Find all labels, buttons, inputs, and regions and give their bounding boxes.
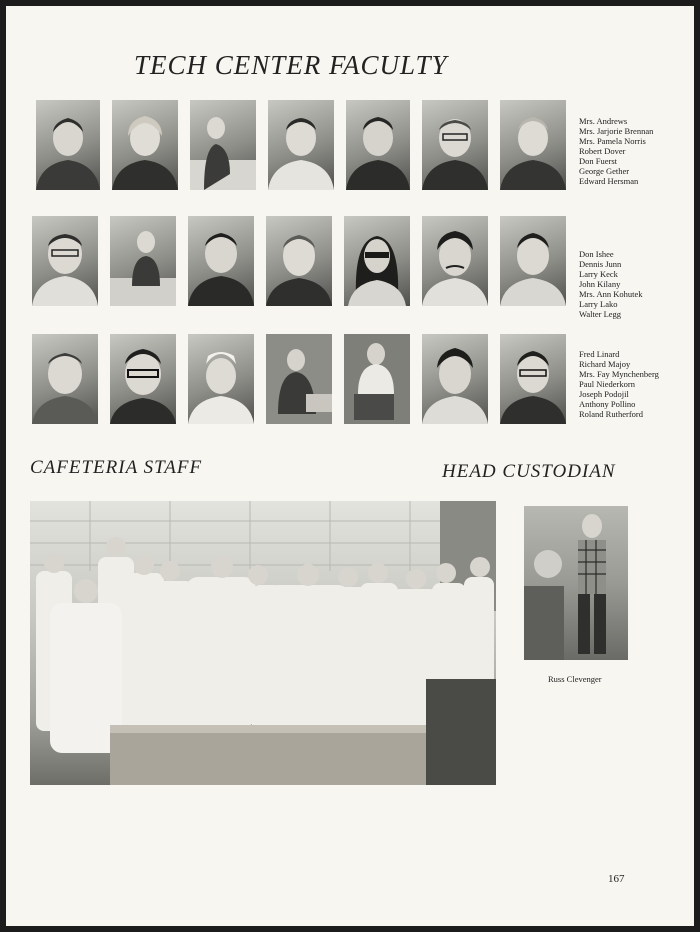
faculty-name: Dennis Junn [579, 259, 622, 269]
cafeteria-group-photo [30, 501, 496, 785]
faculty-name: Larry Lako [579, 299, 618, 309]
faculty-portrait [344, 216, 410, 306]
faculty-name: Robert Dover [579, 146, 626, 156]
faculty-name: Walter Legg [579, 309, 622, 319]
faculty-name: Richard Majoy [579, 359, 631, 369]
faculty-portrait [422, 334, 488, 424]
faculty-portrait [422, 216, 488, 306]
faculty-name: Larry Keck [579, 269, 618, 279]
faculty-name: Joseph Podojil [579, 389, 629, 399]
faculty-name: Mrs. Pamela Norris [579, 136, 646, 146]
faculty-name-list [579, 249, 643, 319]
faculty-name: Don Fuerst [579, 156, 618, 166]
faculty-portrait [112, 100, 178, 190]
cafeteria-heading: CAFETERIA STAFF [30, 457, 203, 478]
faculty-portrait [500, 100, 566, 190]
group-silhouette-icon [30, 501, 496, 785]
faculty-portrait [32, 216, 98, 306]
faculty-name: Mrs. Jarjorie Brennan [579, 126, 654, 136]
faculty-portrait [346, 100, 410, 190]
faculty-portrait [266, 334, 332, 424]
portrait-silhouette-icon [422, 216, 488, 306]
portrait-silhouette-icon [110, 216, 176, 306]
faculty-portrait [422, 100, 488, 190]
faculty-name: Anthony Pollino [579, 399, 636, 409]
portrait-silhouette-icon [112, 100, 178, 190]
faculty-portrait [344, 334, 410, 424]
portrait-silhouette-icon [266, 334, 332, 424]
faculty-name: George Gether [579, 166, 630, 176]
faculty-name: Paul Niederkorn [579, 379, 635, 389]
portrait-silhouette-icon [500, 100, 566, 190]
portrait-silhouette-icon [32, 334, 98, 424]
faculty-name: Mrs. Ann Kohutek [579, 289, 643, 299]
portrait-silhouette-icon [344, 216, 410, 306]
yearbook-page [6, 6, 694, 926]
portrait-silhouette-icon [266, 216, 332, 306]
custodian-caption: Russ Clevenger [548, 674, 602, 684]
faculty-name-list [579, 116, 653, 186]
page-number: 167 [608, 873, 625, 885]
portrait-silhouette-icon [344, 334, 410, 424]
portrait-silhouette-icon [346, 100, 410, 190]
faculty-portrait [110, 216, 176, 306]
portrait-silhouette-icon [110, 334, 176, 424]
faculty-name: Fred Linard [579, 349, 620, 359]
faculty-portrait [266, 216, 332, 306]
faculty-portrait [110, 334, 176, 424]
portrait-silhouette-icon [36, 100, 100, 190]
portrait-silhouette-icon [422, 334, 488, 424]
faculty-name: John Kilany [579, 279, 621, 289]
faculty-name-list [579, 349, 659, 419]
faculty-portrait [32, 334, 98, 424]
faculty-portrait [188, 216, 254, 306]
custodian-heading: HEAD CUSTODIAN [442, 461, 616, 482]
faculty-portrait [36, 100, 100, 190]
faculty-name: Mrs. Fay Mynchenberg [579, 369, 659, 379]
custodian-photo [524, 506, 628, 660]
portrait-silhouette-icon [188, 216, 254, 306]
faculty-portrait [188, 334, 254, 424]
custodian-silhouette-icon [524, 506, 628, 660]
portrait-silhouette-icon [188, 334, 254, 424]
faculty-portrait [500, 334, 566, 424]
faculty-portrait [268, 100, 334, 190]
portrait-silhouette-icon [500, 334, 566, 424]
faculty-name: Roland Rutherford [579, 409, 643, 419]
faculty-name: Mrs. Andrews [579, 116, 628, 126]
faculty-name: Edward Hersman [579, 176, 639, 186]
portrait-silhouette-icon [500, 216, 566, 306]
faculty-heading: TECH CENTER FACULTY [134, 50, 448, 80]
portrait-silhouette-icon [190, 100, 256, 190]
portrait-silhouette-icon [422, 100, 488, 190]
faculty-name: Don Ishee [579, 249, 614, 259]
faculty-portrait [190, 100, 256, 190]
portrait-silhouette-icon [268, 100, 334, 190]
faculty-portrait [500, 216, 566, 306]
portrait-silhouette-icon [32, 216, 98, 306]
